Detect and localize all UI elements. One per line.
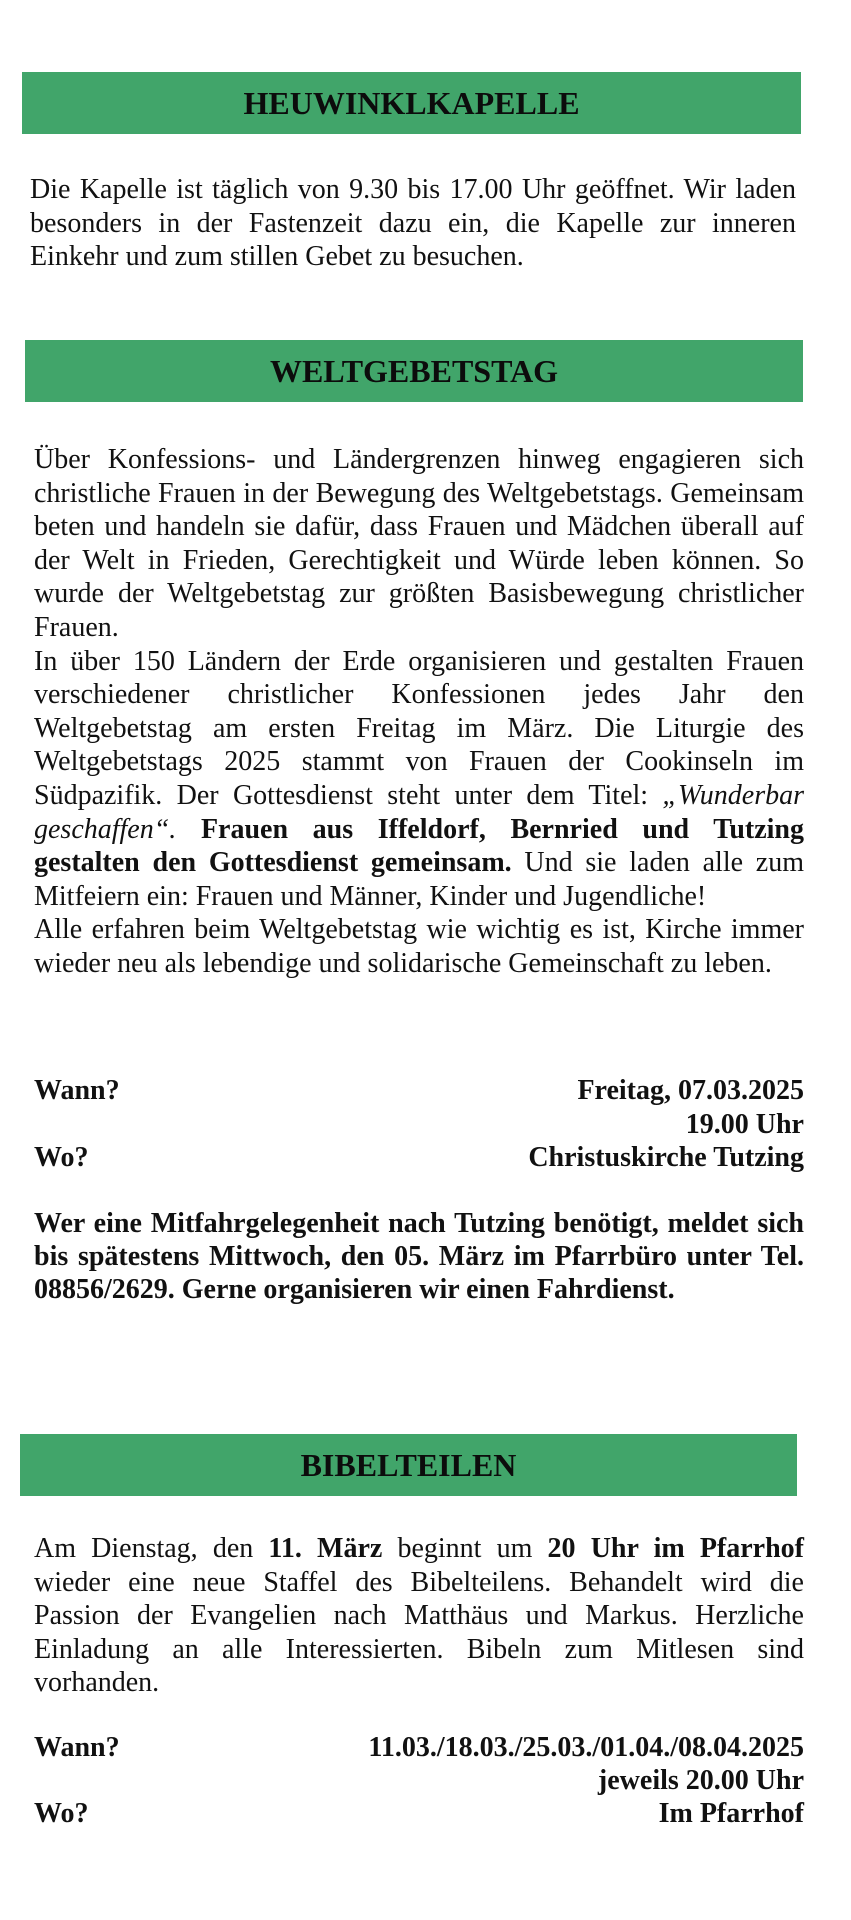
when-dates: 11.03./18.03./25.03./01.04./08.04.2025 [368, 1732, 804, 1763]
weltgebetstag-text [34, 443, 804, 981]
section-title: WELTGEBETSTAG [269, 352, 559, 389]
when-time: 19.00 Uhr [685, 1109, 804, 1140]
when-time: jeweils 20.00 Uhr [597, 1765, 804, 1796]
liturgy-paragraph [34, 645, 804, 914]
text-part: wieder eine neue Staffel des Bibelteilens. Behandelt wird die Passion der Evangelien nach Matthäus und Markus. Herzliche Einladung an alle Interessierten. Bibeln zum Mitlesen sind vorhanden. [34, 1566, 804, 1699]
section-title: BIBELTEILEN [300, 1446, 517, 1483]
when-date: Freitag, 07.03.2025 [577, 1075, 804, 1106]
ride-note-text: Wer eine Mitfahrgelegenheit nach Tutzing benötigt, meldet sich bis spätestens Mittwoch, den 05. März im Pfarrbüro unter Tel. 08856/2629. Gerne organisieren wir einen Fahrdienst. [34, 1208, 804, 1305]
where-value: Christuskirche Tutzing [528, 1142, 804, 1173]
invitation-text: Und sie laden alle zum Mitfeiern ein: Frauen und Männer, Kinder und Jugendliche! [34, 847, 804, 912]
when-label: Wann? [34, 1075, 120, 1106]
text-part: Am Dienstag, den [34, 1533, 269, 1564]
organizers-text: Frauen aus Iffeldorf, Bernried und Tutzing gestalten den Gottesdienst gemeinsam. [34, 813, 805, 879]
date-highlight: 11. März [268, 1533, 383, 1564]
where-label: Wo? [34, 1142, 89, 1173]
where-value: Im Pfarrhof [658, 1798, 804, 1829]
intro-paragraph: Über Konfessions- und Ländergrenzen hinweg engagieren sich christliche Frauen in der Bewegung des Weltgebetstags. Gemeinsam beten und handeln sie dafür, dass Frauen und Mädchen überall auf der Welt in Frieden, Gerechtigkeit und Würde leben können. So wurde der Weltgebetstag zur größten Basisbewegung christlicher Frauen. [34, 444, 804, 643]
bibelteilen-text [34, 1532, 804, 1700]
ride-note [34, 1207, 804, 1306]
section-header-bibelteilen [20, 1434, 797, 1496]
section-title: HEUWINKLKAPELLE [243, 84, 580, 121]
opening-hours-paragraph: Die Kapelle ist täglich von 9.30 bis 17.00 Uhr geöffnet. Wir laden besonders in der Fastenzeit dazu ein, die Kapelle zur inneren Einkehr und zum stillen Gebet zu besuchen. [30, 174, 796, 273]
place-highlight: 20 Uhr im Pfarrhof [547, 1533, 804, 1564]
closing-paragraph: Alle erfahren beim Weltgebetstag wie wichtig es ist, Kirche immer wieder neu als lebendige und solidarische Gemeinschaft zu leben. [34, 914, 804, 979]
text-part: beginnt um [382, 1533, 548, 1564]
section-header-heuwinklkapelle [22, 72, 801, 134]
bibelteilen-paragraph [34, 1532, 804, 1700]
where-label: Wo? [34, 1798, 89, 1829]
liturgy-text: In über 150 Ländern der Erde organisieren und gestalten Frauen verschiedener christlicher Konfessionen jedes Jahr den Weltgebetstag am ersten Freitag im März. Die Liturgie des Weltgebetstags 2025 stammt von Frauen der Cookinseln im Südpazifik. Der Gottesdienst steht unter dem Titel: [34, 645, 804, 811]
service-title: „Wunderbar geschaffen“. [34, 779, 804, 845]
section-header-weltgebetstag [25, 340, 803, 402]
heuwinkl-text [30, 173, 796, 274]
when-label: Wann? [34, 1732, 120, 1763]
